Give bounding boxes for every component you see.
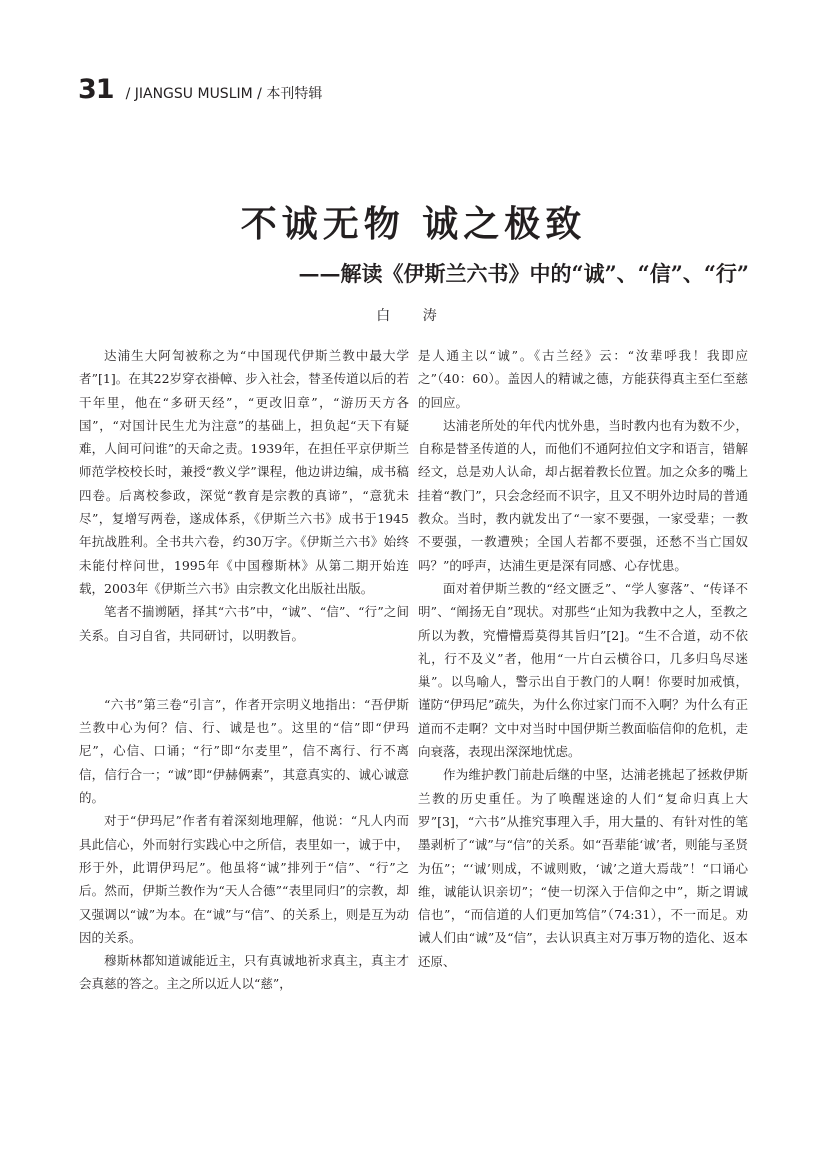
body-column-left [79,344,409,996]
article-title: 不诚无物 诚之极致 [240,204,587,245]
paragraph: 达浦生大阿訇被称之为“中国现代伊斯兰教中最大学者”[1]。在其22岁穿衣褂幛、步入社会，替圣传道以后的若干年里，他在“多研天经”，“更改旧章”，“游历天方各国”，“对国计民生尤为注意”的基础上，担负起“天下有疑难，人间可问谁”的天命之责。1939年，在担任平京伊斯兰师范学校校长时，兼授“教义学”课程，他边讲边编，成书稿四卷。后离校参政，深觉“教育是宗教的真谛”，“意犹未尽”，复增写两卷，遂成体系，《伊斯兰六书》成书于1945年抗战胜利。全书共六卷，约30万字。《伊斯兰六书》始终未能付梓问世，1995年《中国穆斯林》从第二期开始连载，2003年《伊斯兰六书》由宗教文化出版社出版。 [79,348,409,596]
paragraph: 面对着伊斯兰教的“经文匮乏”、“学人寥落”、“传译不明”、“阐扬无自”现状。对那些“止知为我教中之人，至教之所以为教，究懵懵焉莫得其旨归”[2]。“生不合道，动不依礼，行不及义”者，他用“一片白云横谷口，几多归鸟尽迷巢”。以鸟喻人，警示出自于教门的人啊！你要时加戒慎，谨防“伊玛尼”疏失，为什么你过家门而不入啊？为什么有正道而不走啊？文中对当时中国伊斯兰教面临信仰的危机，走向衰落，表现出深深地忧虑。 [418,580,748,760]
paragraph: 穆斯林都知道诚能近主，只有真诚地祈求真主，真主才会真慈的答之。主之所以近人以“慈”， [79,953,409,992]
paragraph: 笔者不揣谫陋，择其“六书”中，“诚”、“信”、“行”之间关系。自习自省，共同研讨，以明教旨。 [79,604,409,643]
article-subtitle: ——解读《伊斯兰六书》中的“诚”、“信”、“行” [298,261,749,286]
paragraph: 作为维护教门前赴后继的中坚，达浦老挑起了拯救伊斯兰教的历史重任。为了唤醒迷途的人们“复命归真上大罗”[3]，“六书”从推究事理入手，用大量的、有针对性的笔墨剥析了“诚”与“信”的关系。如“吾辈能‘诚’者，则能与圣贤为伍”；“‘诚’则成，不诚则败，‘诚’之道大焉哉”！“口诵心维，诚能认识亲切”；“使一切深入于信仰之中”，斯之谓诚信也”，“而信道的人们更加笃信”（74:31），不一而足。劝诫人们由“诚”及“信”，去认识真主对万事万物的造化、返本还原、 [418,767,748,969]
page-header [78,74,322,105]
paragraph: 对于“伊玛尼”作者有着深刻地理解，他说：“凡人内而具此信心，外而射行实践心中之所信，表里如一，诚于中，形于外，此谓伊玛尼”。他虽将“诚”排列于“信”、“行”之后。然而，伊斯兰教作为“天人合德”“表里同归”的宗教，却又强调以“诚”为本。在“诚”与“信”、的关系上，则是互为动因的关系。 [79,813,409,945]
page-number: 31 [78,74,114,105]
article-author: 白 涛 [376,308,451,324]
paragraph: “六书”第三卷“引言”，作者开宗明义地指出：“吾伊斯兰教中心为何？信、行、诚是也”。这里的“信”即“伊玛尼”，心信、口诵；“行”即“尔麦里”，信不离行、行不离信，信行合一；“诚”即“伊赫俩素”，其意真实的、诚心诚意的。 [79,696,409,806]
paragraph: 是人通主以“诚”。《古兰经》云：“汝辈呼我！我即应之”（40：60）。盖因人的精诚之德，方能获得真主至仁至慈的回应。 [418,348,748,410]
paragraph: 达浦老所处的年代内忧外患，当时教内也有为数不少，自称是替圣传道的人，而他们不通阿拉伯文字和语言，错解经文，总是劝人认命，却占据着教长位置。加之众多的嘴上挂着“教门”，只会念经而不识字，且又不明外边时局的普通教众。当时，教内就发出了“一家不要强，一家受辈；一教不要强，一教遭殃；全国人若都不要强，还愁不当亡国奴吗？”的呼声，达浦生更是深有同感、心存忧患。 [418,417,748,573]
running-head: / JIANGSU MUSLIM / 本刊特辑 [125,86,323,102]
body-column-right [418,344,748,973]
